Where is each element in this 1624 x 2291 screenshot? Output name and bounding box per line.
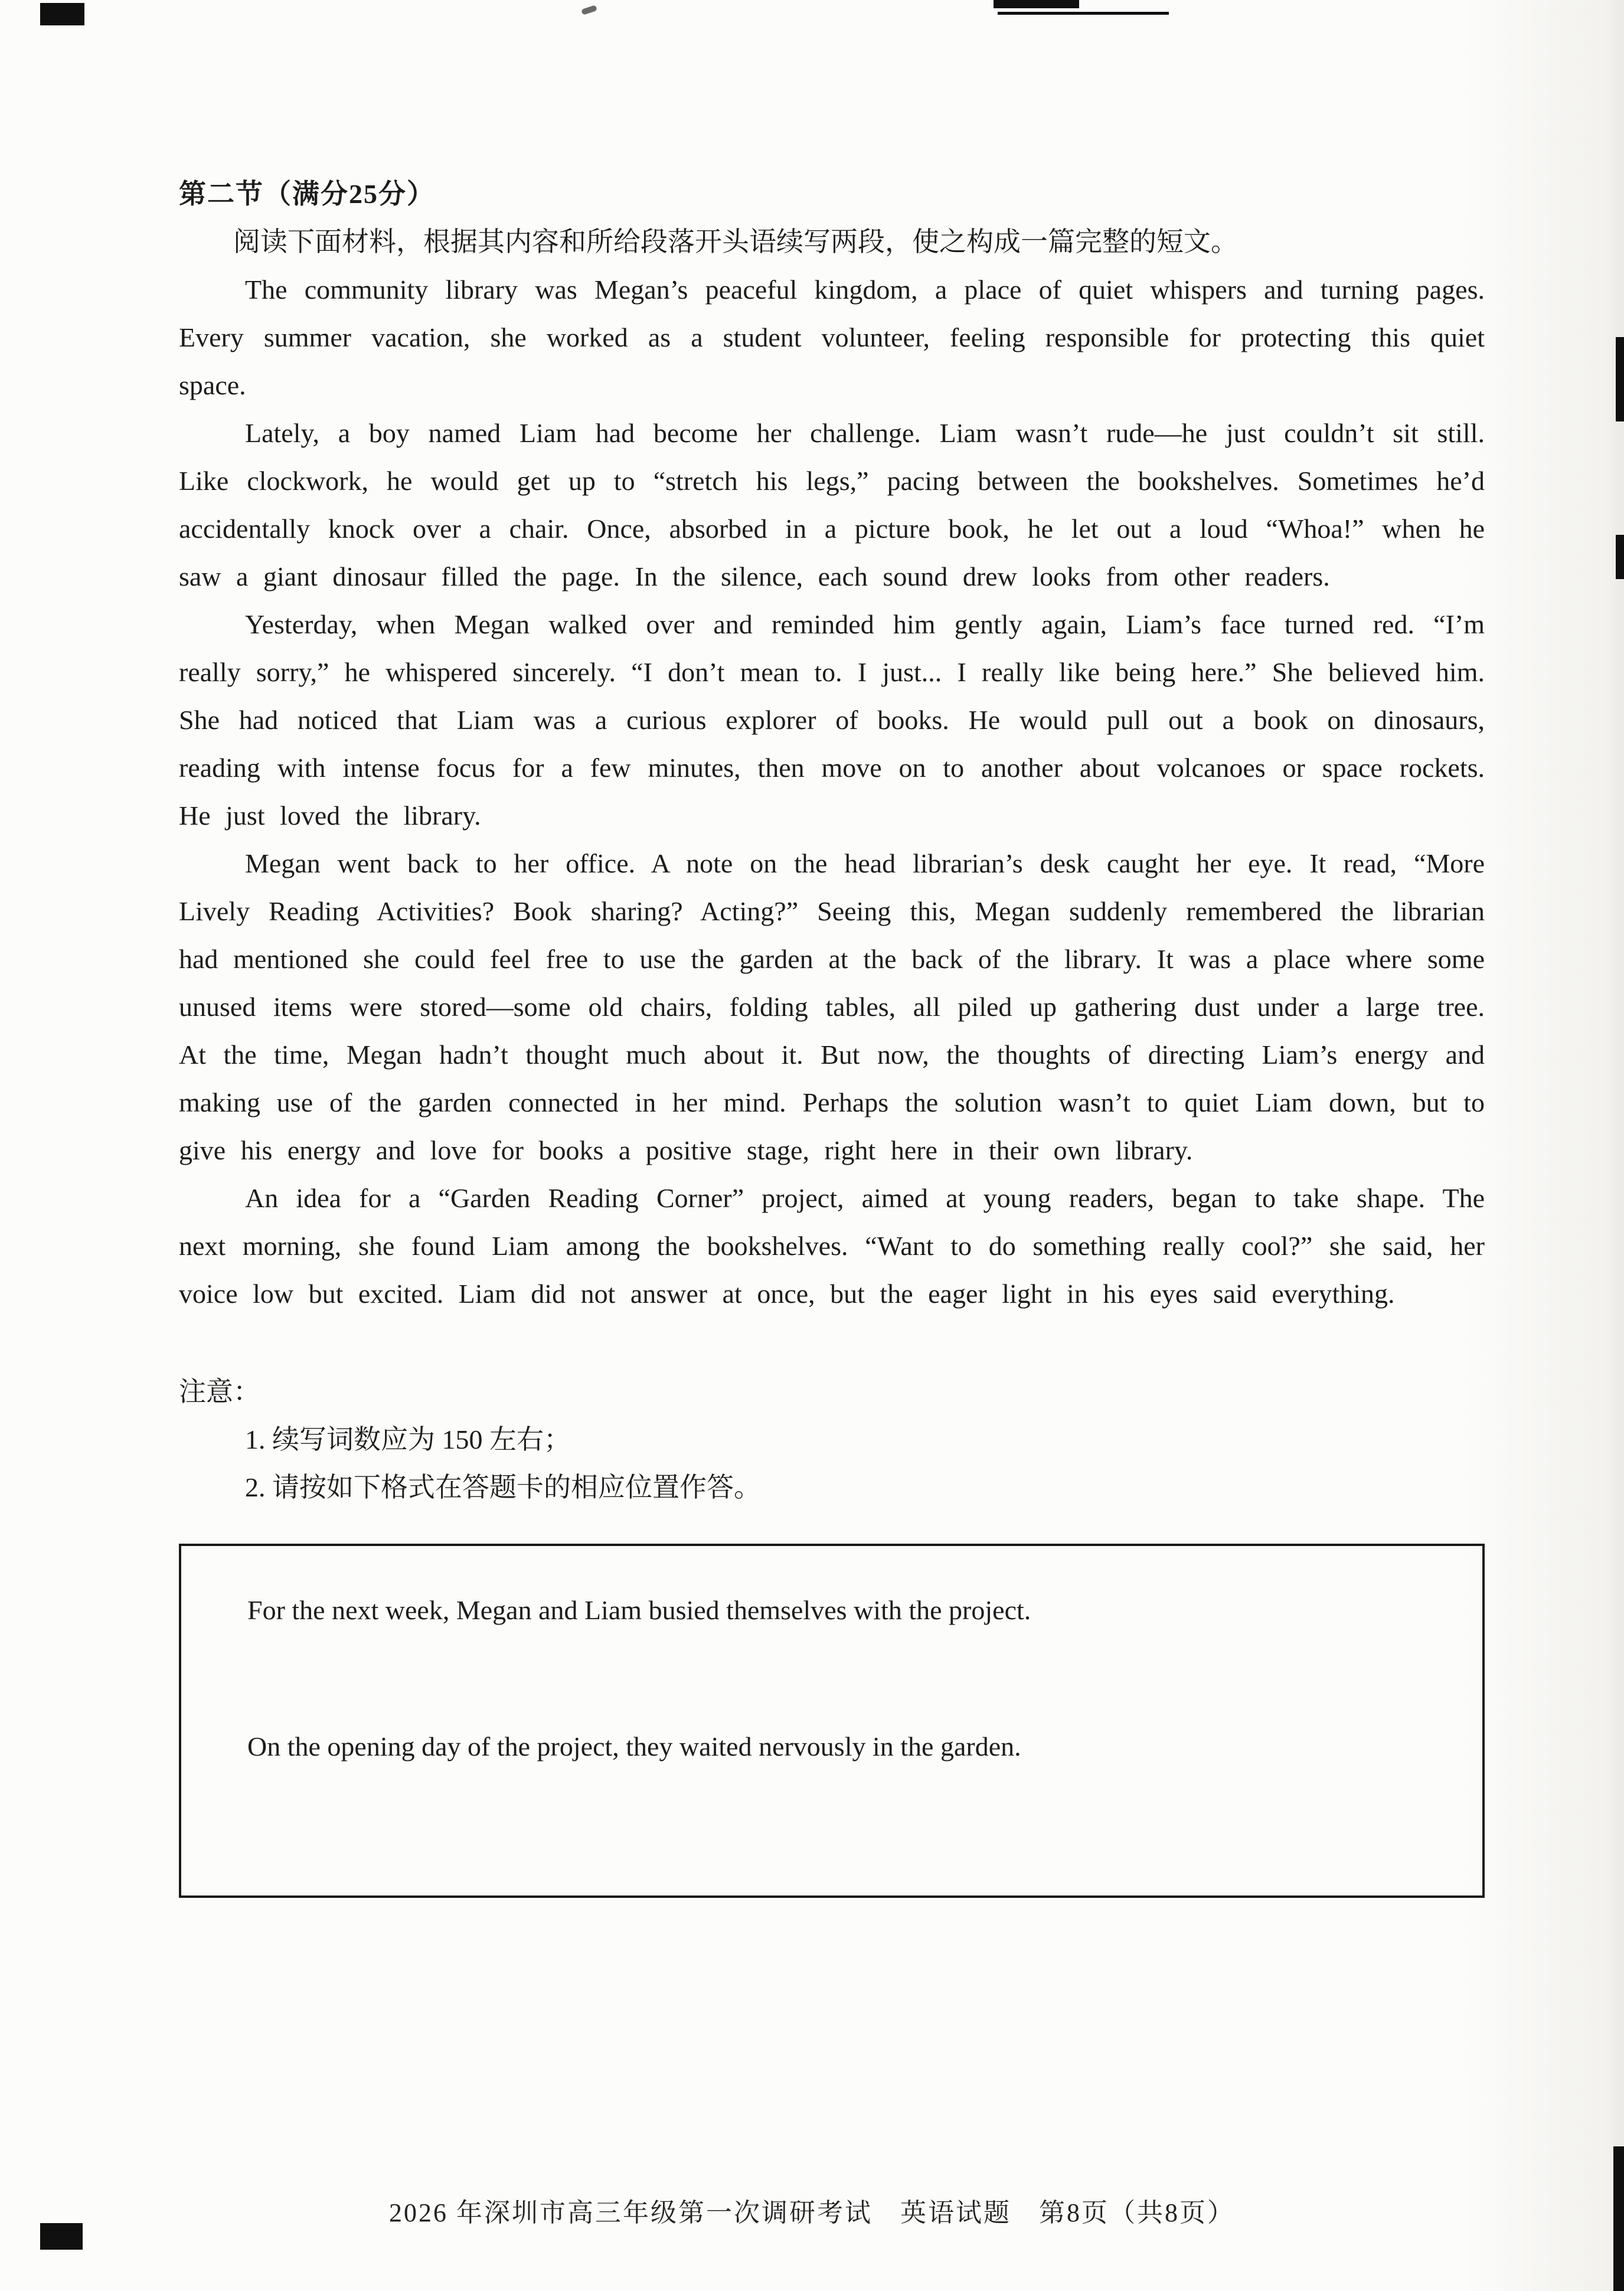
- notes-label: 注意：: [179, 1377, 260, 1407]
- story-paragraph-1: The community library was Megan’s peaceful kingdom, a place of quiet whispers and turning pages. Every summer vacation, she worked as a student volunteer, feeling responsible for protecting this quiet space.: [179, 274, 1485, 400]
- scan-mark-right-edge-1: [1616, 337, 1624, 421]
- scan-mark-top-left: [40, 3, 84, 25]
- note-item-1: 1. 续写词数应为 150 左右；: [245, 1424, 571, 1455]
- scan-mark-top-right-line: [998, 12, 1169, 15]
- section-title: 第二节（满分25分）: [179, 179, 435, 209]
- story-paragraph-3: Yesterday, when Megan walked over and reminded him gently again, Liam’s face turned red. “I’m really sorry,” he whispered sincerely. “I don’t mean to. I just... I really like being here.” She believed him. She had noticed that Liam was a curious explorer of books. He would pull out a book on dinosaurs, reading with intense focus for a few minutes, then move on to another about volcanoes or space rockets. He just loved the library.: [179, 609, 1485, 831]
- exam-content: [179, 170, 1485, 1898]
- scan-speck-top-center: [581, 5, 597, 15]
- opening-sentence-1: For the next week, Megan and Liam busied themselves with the project.: [247, 1595, 1031, 1625]
- story-paragraph-4: Megan went back to her office. A note on the head librarian’s desk caught her eye. It read, “More Lively Reading Activities? Book sharing? Acting?” Seeing this, Megan suddenly remembered the librarian had mentioned she could feel free to use the garden at the back of the library. It was a place where some unused items were stored—some old chairs, folding tables, all piled up gathering dust under a large tree. At the time, Megan hadn’t thought much about it. But now, the thoughts of directing Liam’s energy and making use of the garden connected in her mind. Perhaps the solution wasn’t to quiet Liam down, but to give his energy and love for books a positive stage, right here in their own library.: [179, 848, 1485, 1165]
- scan-mark-top-right-bar: [994, 0, 1079, 8]
- opening-sentence-2: On the opening day of the project, they waited nervously in the garden.: [247, 1731, 1021, 1761]
- answer-format-box: [179, 1544, 1485, 1898]
- story-paragraph-2: Lately, a boy named Liam had become her challenge. Liam wasn’t rude—he just couldn’t sit still. Like clockwork, he would get up to “stretch his legs,” pacing between the bookshelves. Sometimes he’d accidentally knock over a chair. Once, absorbed in a picture book, he let out a loud “Whoa!” when he saw a giant dinosaur filled the page. In the silence, each sound drew looks from other readers.: [179, 418, 1485, 591]
- scan-mark-right-edge-2: [1616, 535, 1624, 579]
- note-item-2: 2. 请按如下格式在答题卡的相应位置作答。: [245, 1472, 761, 1502]
- page-footer: 2026 年深圳市高三年级第一次调研考试 英语试题 第8页（共8页）: [389, 2198, 1235, 2227]
- story-paragraph-5: An idea for a “Garden Reading Corner” project, aimed at young readers, began to take shape. The next morning, she found Liam among the bookshelves. “Want to do something really cool?” she said, her voice low but excited. Liam did not answer at once, but the eager light in his eyes said everything.: [179, 1183, 1485, 1309]
- writing-instruction: 阅读下面材料，根据其内容和所给段落开头语续写两段，使之构成一篇完整的短文。: [233, 227, 1238, 257]
